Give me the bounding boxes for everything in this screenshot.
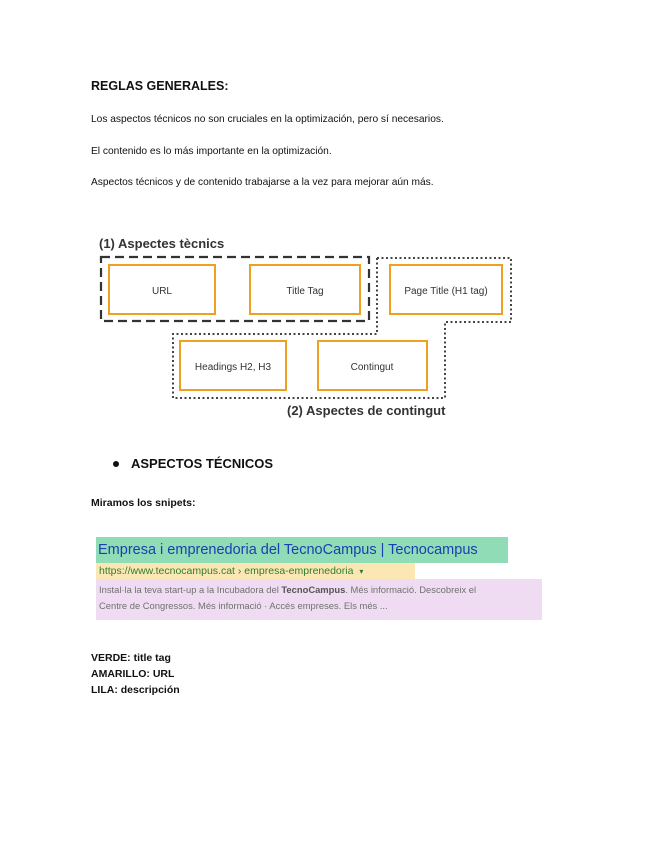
headings-box-label: Headings H2, H3 (194, 362, 272, 373)
paragraph-3: Aspectos técnicos y de contenido trabajarse a la vez para mejorar aún más. (91, 177, 434, 188)
color-legend (91, 650, 180, 698)
page-title-box-label: Page Title (H1 tag) (404, 286, 488, 297)
legend-yellow: AMARILLO: URL (91, 668, 175, 680)
legend-purple: LILA: descripción (91, 684, 180, 696)
bullet-icon (113, 461, 119, 467)
snippet-desc-a: Instal·la la teva start-up a la Incubadora del (99, 584, 282, 595)
seo-aspects-diagram (95, 232, 520, 424)
snippet-url[interactable] (96, 563, 415, 579)
page-heading: REGLAS GENERALES: (91, 79, 229, 93)
snippet-description (96, 579, 542, 620)
paragraph-2: El contenido es lo más importante en la optimización. (91, 146, 332, 157)
legend-green: VERDE: title tag (91, 652, 171, 664)
contingut-box-label: Contingut (350, 362, 394, 373)
section-title: ASPECTOS TÉCNICOS (131, 456, 274, 471)
snippet-title[interactable]: Empresa i emprenedoria del TecnoCampus | Tecnocampus (96, 537, 508, 563)
snippet-desc-b: . Més informació. Descobreix el (345, 584, 477, 595)
snippet-desc-line2: Centre de Congressos. Més informació · Accés empreses. Els més ... (99, 600, 388, 611)
content-group-label: (2) Aspectes de contingut (287, 403, 446, 418)
technical-group-label: (1) Aspectes tècnics (99, 236, 225, 251)
search-snippet (96, 537, 542, 619)
section-bullet (113, 456, 273, 471)
dropdown-arrow-icon[interactable]: ▾ (359, 567, 364, 576)
subheading: Miramos los snipets: (91, 497, 196, 509)
snippet-url-text: https://www.tecnocampus.cat › empresa-emprenedoria (99, 565, 354, 577)
paragraph-1: Los aspectos técnicos no son cruciales en la optimización, pero sí necesarios. (91, 114, 444, 125)
title-tag-box-label: Title Tag (286, 286, 324, 297)
snippet-desc-bold: TecnoCampus (281, 584, 346, 595)
url-box-label: URL (151, 286, 173, 297)
